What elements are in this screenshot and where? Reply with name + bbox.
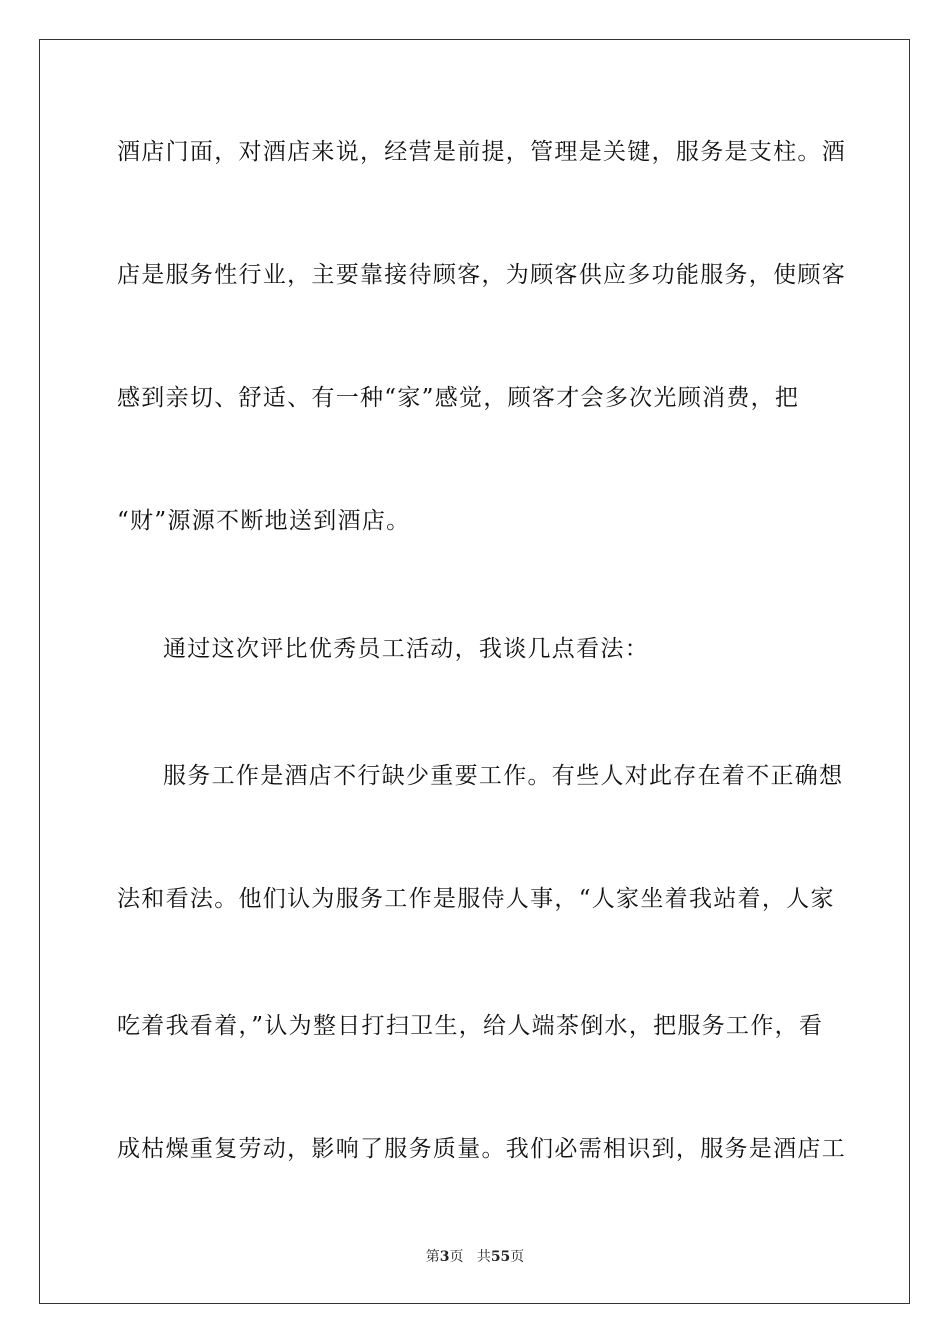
total-suffix: 页 [510,1249,525,1265]
total-pages: 55 [490,1249,511,1265]
text-line: “财”源源不断地送到酒店。 [117,508,411,534]
text-line: 店是服务性行业，主要靠接待顾客，为顾客供应多功能服务，使顾客 [117,262,846,288]
text-line: 法和看法。他们认为服务工作是服侍人事，“人家坐着我站着，人家 [117,886,835,912]
page-number: 3 [439,1249,450,1265]
paragraph-first-line: 通过这次评比优秀员工活动，我谈几点看法： [163,636,649,662]
total-prefix: 共 [476,1249,491,1265]
paragraph-first-line: 服务工作是酒店不行缺少重要工作。有些人对此存在着不正确想 [163,763,844,789]
text-line: 吃着我看着，”认为整日打扫卫生，给人端茶倒水，把服务工作，看 [117,1013,824,1039]
text-line: 酒店门面，对酒店来说，经营是前提，管理是关键，服务是支柱。酒 [117,139,846,165]
text-line: 感到亲切、舒适、有一种“家”感觉，顾客才会多次光顾消费，把 [117,385,800,411]
page-prefix: 第 [425,1249,440,1265]
page-footer [0,1248,950,1266]
text-line: 成枯燥重复劳动，影响了服务质量。我们必需相识到，服务是酒店工 [117,1136,846,1162]
page-border [39,39,910,1304]
page-suffix: 页 [449,1249,464,1265]
